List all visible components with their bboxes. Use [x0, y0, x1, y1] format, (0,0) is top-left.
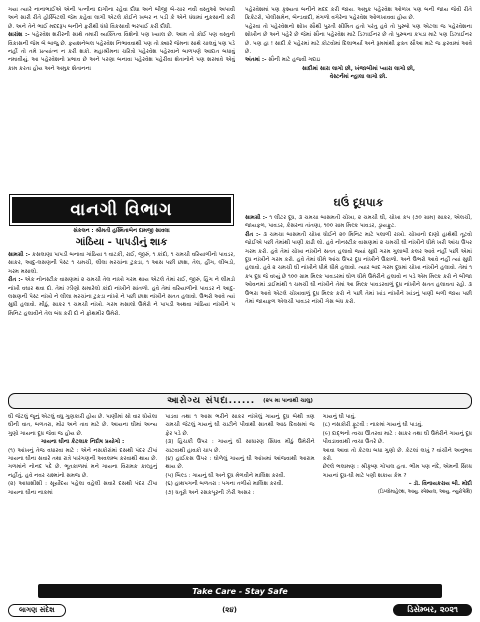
- conclusion-label: અંતમાં :-: [245, 57, 267, 64]
- summary-label: સારાંશ :-: [8, 32, 30, 39]
- remedy-item: (૮) નસકોરી ફૂટવી : નાકમાં ગાયનું ઘી પાડવું.: [322, 422, 423, 429]
- method-label: રીત :-: [245, 231, 261, 238]
- ingredients-paragraph: [8, 251, 235, 276]
- health-column-2: [165, 413, 314, 591]
- article-paragraph: પહેરવા તો પહેરવેશનો શોખ સૌથી પુરતી સીમિત હતો પરંતુ હવે તો પુરુષો પણ એટલા જ પહેરવેશના શોખીન છે અને પહેરે છે જેમાં સૌના પહેરવેશ માટે ડિઝાઈનર છે તો પુરુષના કપડા માટે પણ ડિઝાઈનર છે. પણ હા ! સાદી કે પહેરમાં માટે કોટવોમાં દિલાભર્યા અને રૂમમાંથી ફક્ત સૌઆ માટે જ ફરવામાં આવે છે.: [245, 23, 472, 56]
- compiler-credit: સંકલન : શ્રીમતી હસ્મિતાબેન દામજી સાવલા: [73, 228, 170, 234]
- stay-safe-banner: Take Care - Stay Safe: [38, 584, 442, 598]
- continued-note: (૨૫ મા પાનાથી ચાલુ): [263, 397, 313, 404]
- remedy-item: (૪) હાઈકસ ઉપર : ઘોળેલું ગાયનું ઘી આંખમાં આંજવાથી આરામ થાય છે.: [165, 456, 315, 471]
- page-footer: [8, 602, 472, 618]
- health-section-title: આરોગ્ય સંપદા......: [167, 396, 256, 406]
- method-paragraph: [245, 231, 472, 307]
- author-credentials: (ડિપ્લોમાહેલ્થ, આયુ. સ્પેશ્યલ, આયુ. ન્યુરોપેથિ): [378, 489, 472, 495]
- remedy-item: (૭) ધતૂરો અને રસકપૂરની ઝેરી અસર :: [165, 489, 255, 496]
- author-signature: – ડૉ. વિનાયકરાય બી. મોદી: [408, 481, 472, 488]
- method-text: એક નોનસ્ટીક વાસણમાં ૨ ચમચી તેલ નાખો ગરમ થાય એટલે તેમાં રાઈ, જીરું, હિંગ ને લીમડો નાંખી વઘાર થવા દો. તેમાં ઝીણો સમારેલો કાંદો નાંખીને સાંતળો. હવે તેમાં વરિયાળીનો પાવડર ને આદુ-લસણની પેસ્ટ નાંખો ને લીલા મરચાંના ટુકડા નાંખો ને પછી છાશ નાંખીને સતત હલાવો. ઉભરો આવે ત્યાં સુધી હલાવો. મીઠું, સાકર ૧ ચમચી નાંખો. ગરમ મસાલો ઉમેરો ને પાપડી અથવા ગાંઠિયા નાંખીને ૫ મિનિટ હલાવીને તેલ બંધ કરી દો ને ફોથમીર ઉમેરો.: [8, 277, 235, 317]
- remedy-item: (૬) હાથપગની બળતરા : પગના તળીયે માલિશ કરવી.: [165, 481, 284, 488]
- article-paragraph: આવા આવા તો કેટલા બધા ગુણો છે. કેટલાં લખું ? વાંચીને અનુભવ કરો.: [322, 447, 472, 463]
- ingredients-label: સામગ્રી :-: [8, 252, 31, 258]
- ingredients-paragraph: [245, 214, 472, 231]
- recipe-title: ગાંઠિયા - પાપડીનું શાક: [75, 237, 168, 248]
- recipe-section: [8, 194, 472, 390]
- article-paragraph: પહેરવેશમાં પણ કૃશ્યતા બનીને મદદ કરી જાય. અમુક પહેરવેશ ઓળખ પણ બની જાય જેવી રીતે ક્રિકેટરો, પોલીસમેન, બેન્ડવાદી, મંગળો વગેરેના પહેરવેશ ઓળખાવવા હોય છે.: [245, 7, 472, 22]
- motto-line-1: સાદીમાં સારા લાગો છો, ખંજાબીમાં પ્યારા લાગો છો,: [301, 65, 416, 72]
- health-article: [8, 413, 472, 591]
- remedy-item: (૯) દાદ્ભનો ત્વચા ઊતરવા માટે : સાકર તથા ઘી ઉમેરીને ગાયનું દૂધ પીવડાવવાથી ત્વચા ઉતરે છે.: [322, 430, 472, 446]
- health-section-banner: [8, 393, 472, 409]
- remedy-item: (૩) હિચકી ઉપર : ગાયનું ઘી સાધારણ સિંધવ મીઠું ઉમેરીને ચાટવાથી હાવકો ચાપ છે.: [165, 439, 315, 454]
- recipe-title: ઘઉં દૂધપાક: [333, 196, 384, 209]
- article-left-column: [8, 6, 235, 192]
- conclusion-paragraph: [245, 56, 472, 64]
- article-paragraph: છેલ્લે ભલામણ : શ્રીકૃષ્ણ ગોપાલ હતા. ભીમ પણ નંદે, એમની સિધ્ધ ગાયનાં દૂધ-ઘી માટે પણી શકાય કેમ ?: [322, 464, 472, 479]
- remedy-item: (૧) આંખનું તેજ વધારવા માટે : એને નસકોરાંમાં દસથી પંદર ટીપાં ગાયના ઘીના સવારે તથા રાત્રે પારંગણની અવલમ્બ કરવાથી થાય છે. ગળમાંને નોનદ પદે છે. ભૂતકાળમાં મને ગાયના વિરામક કાલ્હનું નહીંતું. હવે નવર ચશ્માંનો સમજ છે.: [8, 447, 158, 479]
- conclusion-text: સૌની માટે હજવી ગદાઇ: [268, 57, 321, 64]
- subheading: ગાયના ઘીના કેટલાક નિદોષ પ્રયોગો :: [41, 439, 125, 446]
- method-text: ૩ ચમચા બાસમતી ચોખા ધોઈને ૨૦ મિનિટ માટે પલાળી રાખો. ચોખાનો દાણો હાથેથી તૂટવો જોઈએ પછી તેમાંથી પાણી કાઢી લો. હવે નોનસ્ટીક વાસણમાં ૨ ચમચી ઘી નાંખીને ધીમે ખરી આંચ ઉપર ગરમ કરો. હવે તેમાં ચોખા નાંખીને સતત હલાવો જ્યાં સુધી ગરમ ગુલાબી કલર આવે નહીં પછી એમાં દૂધ નાંખીને ગરમ કરો. હવે તેમાં ધીમે આંચ ઉપર દૂધ નાંખીને ઉકાળો. અને ઉભરો આવે નહીં ત્યાં સુધી હલાવો. હવે ૨ ચમચી ઘી નાંખીને ધીમે ધીમે હલાવો. ત્યાર બાદ ગરમ દૂધમાં ચોખા નાંખીને હલાવો. તેમાં ૧ કપ દૂધ જે વધ્યું છે ૧૦૦ ગ્રામ મિલ્ક પાવડરમાં ઘોળ ધીમે ઉમેરીને હલાવો ન પડે એમ મિલ્ક કરો ને બીજા ઓવનમાં ડાઈમાંથી ૧ ચમચી ઘી નાંખીને તેમાં આ મિલ્ક પાવડરવાળું દૂધ નાંખીને સતત હલાવતા રહો. ૩ ઉભરા આવે એટલે ચોખાવાળું દૂધ મિલ્ક કરો ને પછી તેમાં ખાંડ નાંખીને ખાંડનું પાણી બળી જાય પછી તેમાં જાયફળ એલચી પાવડર નાંખી ગેસ બંધ કરો.: [245, 231, 472, 306]
- motto-line-2: વેસ્ટર્નમાં ન્હાલા લાગો છો.: [329, 74, 388, 81]
- method-paragraph: [8, 276, 235, 318]
- recipe-section-banner: વાનગી વિભાગ: [10, 195, 233, 225]
- magazine-name: લાગણ સંદેશ: [8, 604, 66, 617]
- ingredients-text: ૧ લીટર દૂધ, ૩ ચમચા બાસમતી ચોખા, ૨ ચમચી ઘી, ચોખા કપ (૭૦ ગ્રામ) સાકર, એલચી, જાયફળ, પાવડર, કેસરના તાંતણા, ૧૦૦ ગ્રામ મિલ્ક પાવડર, ડ્રાયફ્રુટ.: [245, 215, 472, 230]
- summary-paragraph: [8, 31, 235, 73]
- ingredients-label: સામગ્રી :-: [245, 215, 268, 221]
- article-paragraph: ગાયનું ઘી પાવું.: [322, 414, 356, 420]
- health-column-1: [8, 413, 157, 591]
- article-continuation: [8, 6, 472, 192]
- article-paragraph: ગયા ત્યારે નાનાભાઈએ એની પત્નીના દાગીના રહેવા દીધા અને બીજી બે-ચાર નવી વસ્તુઓ અપાવી અને સારી રીતે હોસ્પિટલી જેમ કહેવા લાગી એટલે કોઈને ખબર ન પડી કે એને ધંધામાં નુકસાની કરી છે. અને તેને ભાઈ મદદરૂપ બનીને ફરીથી ધંધો વિકસાવી ભરપાઈ કરી દીધી.: [8, 7, 235, 30]
- summary-text: પહેરવેશ શરીરની સાથે તમારી વ્યક્તિત્વ વિશેનો પણ ખ્યાલ છે. આમ તો કોઈ પણ વસ્તુનો વિકાસની જેમ બે બાજુ છે. ફયશનેબલ પહેરવેશ નિભાવવાથી પણ તો ક્યારે જેમના સાથે ચાલવું પણ પડે નહીં તો તમે પ્રત્યાંત્ન ન કરી શકો. મહાશ્રીમના ચરિત્રો પહેરવેશ પહેરવાને બાળપણે આદાત બધાવું નમાવીયું. આ પહેરવેશનો પ્રભાવ છે અને પરણા બનાવા પહેરવેશ પહેરીવા શેતાનોને પણ શરમાવે એવું કામ કરતા હોય અને અમુક શેતાનના: [8, 32, 235, 72]
- remedy-item: (૨) આધાશીશી : સૂર્યોદય પહેલા વહેલી સવારે દસથી પંદર ટીપા ગાયના ઘીના નાકમાં: [8, 481, 158, 496]
- issue-date: ડિસેમ્બર, ૨૦૨૧: [393, 604, 472, 616]
- recipe-right-column: [245, 194, 472, 390]
- method-label: રીત :-: [8, 277, 23, 284]
- ingredients-text: કસલાણા પાપડી બનાવા ગાંઠિયા ૧ વાટકી, રાઈ, જીરું, ૧ કાંદો, ૧ ચમચી વરિયાળીનો પાવડર, સાકર, આદુ-લસણની પેસ્ટ ૧ ચમચી, લીલા મરચાંના ટુકડા, ૧ આસ પછી છાશ, તેલ, હીંગ, લીંબડો, ગરમ મસાલો.: [8, 252, 235, 275]
- article-paragraph: ઘી જેટલું જૂનું એટલું વધુ ગુણકારી હોય છે. પાણીમાં સો વાર ધોયેલા ઘીની વાત, બળતરા, મોંઢ અને તાવ માટે છે. આયના ઘીમાં અન્ય ગુણો ગાયના દૂધ જેવા જ હોય છે.: [8, 414, 158, 437]
- health-column-3: [323, 413, 472, 591]
- recipe-left-column: [8, 194, 235, 390]
- article-paragraph: પાડવા તથા ૧ આસ ભરીને સાકર નાંખેલું ગાયનું દૂધ બેથી ત્રણ ચમચી જેટલું ગાયનું ઘી ચાટીને પીવાથી સાતથી આઠ દિવસમાં જ ફેર પડે છે.: [165, 414, 315, 437]
- article-right-column: [245, 6, 472, 192]
- page-number: (૨૪): [222, 605, 237, 614]
- remedy-item: (૫) બિલ્ડ : ગાયનું ઘી અને દૂધ મેળવીને માલિશ કરવી.: [165, 472, 286, 479]
